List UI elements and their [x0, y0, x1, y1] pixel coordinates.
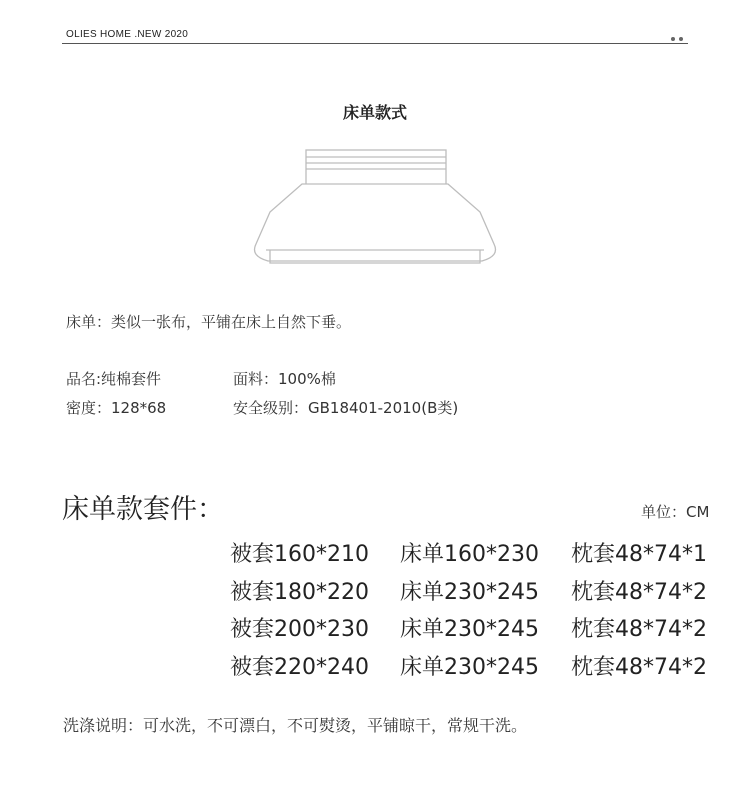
spec-fabric: 面料：100%棉	[233, 370, 336, 388]
sheet-size: 床单160*230	[400, 542, 539, 567]
sets-row	[230, 612, 730, 650]
pillowcase-size: 枕套48*74*2	[571, 579, 707, 605]
section-title: 床单款式	[342, 103, 407, 122]
pillowcase-size: 枕套48*74*1	[571, 542, 707, 567]
spec-density: 密度：128*68	[66, 399, 167, 417]
unit-label: 单位：CM	[641, 503, 710, 521]
spec-safety-level: 安全级别：GB18401-2010(B类)	[233, 399, 459, 417]
description: 床单：类似一张布，平铺在床上自然下垂。	[66, 313, 352, 331]
duvet-size: 被套220*240	[230, 654, 369, 680]
duvet-size: 被套180*220	[230, 579, 369, 605]
bed-sheet-illustration	[244, 146, 506, 270]
pillowcase-size: 枕套48*74*2	[571, 617, 707, 642]
sheet-size: 床单230*245	[400, 579, 539, 605]
sets-row	[230, 575, 730, 613]
spec-product-name: 品名:纯棉套件	[66, 370, 162, 388]
sheet-size: 床单230*245	[400, 654, 539, 680]
header-divider	[62, 43, 688, 44]
sets-table	[230, 537, 730, 687]
duvet-size: 被套160*210	[230, 542, 369, 567]
pillowcase-size: 枕套48*74*2	[571, 654, 707, 680]
sets-title: 床单款套件：	[62, 494, 224, 525]
sheet-size: 床单230*245	[400, 617, 539, 642]
header-brand: OLIES HOME .NEW 2020	[66, 29, 189, 40]
care-instructions: 洗涤说明：可水洗，不可漂白，不可熨烫，平铺晾干，常规干洗。	[63, 716, 528, 735]
duvet-size: 被套200*230	[230, 617, 369, 642]
sets-row	[230, 650, 730, 688]
sets-row	[230, 537, 730, 575]
header-dots-icon	[671, 37, 687, 41]
